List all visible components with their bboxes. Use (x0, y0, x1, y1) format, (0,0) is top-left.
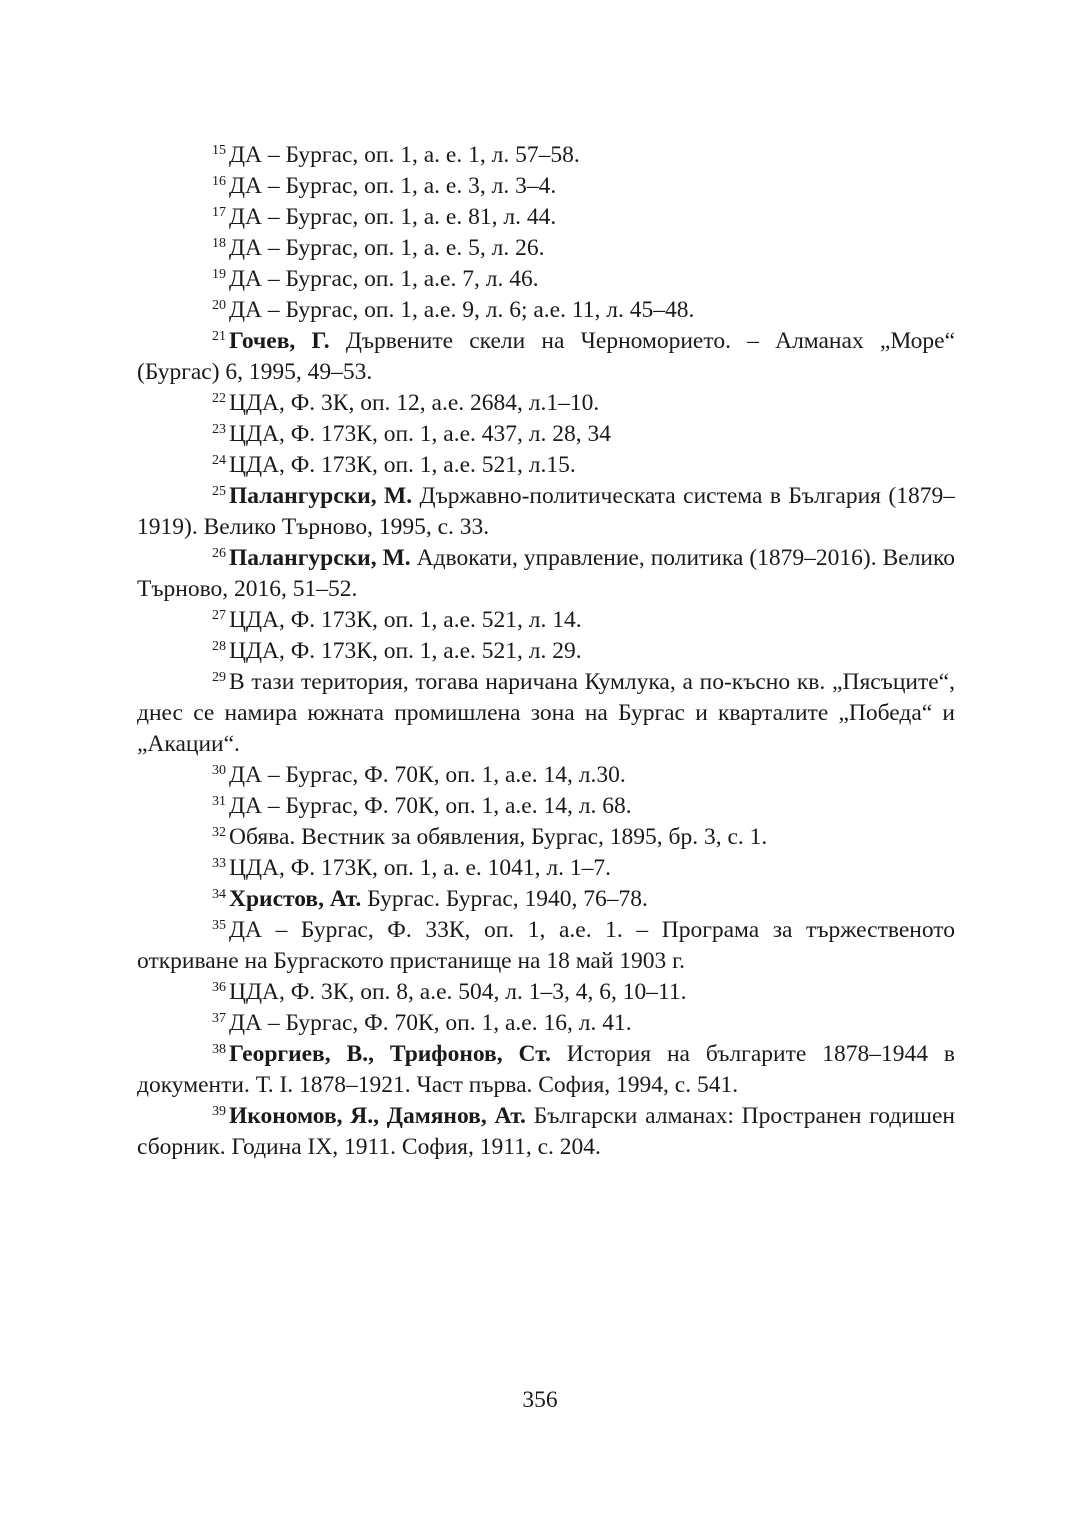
footnote-text: ЦДА, Ф. 3К, оп. 12, а.е. 2684, л.1–10. (229, 390, 600, 416)
footnote-30 (137, 760, 955, 791)
footnote-text: ДА – Бургас, Ф. 70К, оп. 1, а.е. 16, л. 41. (229, 1010, 632, 1036)
footnote-text: ДА – Бургас, оп. 1, а. е. 81, л. 44. (229, 204, 557, 230)
footnote-text: Държавно-политическата система в България (1879–1919). Велико Търново, 1995, с. 33. (137, 483, 955, 540)
footnote-number: 25 (212, 484, 226, 499)
footnote-16 (137, 171, 955, 202)
footnote-text: ДА – Бургас, Ф. 33К, оп. 1, а.е. 1. – Програма за тържественото откриване на Бургаското пристанище на 18 май 1903 г. (137, 917, 955, 974)
footnote-text: Обява. Вестник за обявления, Бургас, 1895, бр. 3, с. 1. (229, 824, 768, 850)
footnote-39 (137, 1101, 955, 1163)
footnote-number: 18 (212, 236, 226, 251)
footnote-number: 33 (212, 856, 226, 871)
page-number: 356 (522, 1387, 558, 1413)
footnote-15 (137, 140, 955, 171)
footnote-34 (137, 884, 955, 915)
footnote-number: 38 (212, 1042, 226, 1057)
footnote-text: В тази територия, тогава наричана Кумлука, а по-късно кв. „Пясъците“, днес се намира южната промишлена зона на Бургас и кварталите „Победа“ и „Акации“. (137, 669, 955, 757)
footnote-36 (137, 977, 955, 1008)
footnote-text: ДА – Бургас, оп. 1, а.е. 9, л. 6; а.е. 11, л. 45–48. (229, 297, 695, 323)
footnote-number: 20 (212, 298, 226, 313)
footnote-text: Български алманах: Пространен годишен сборник. Година IX, 1911. София, 1911, с. 204. (137, 1103, 956, 1160)
footnote-text: ЦДА, Ф. 173К, оп. 1, а.е. 521, л. 29. (229, 638, 582, 664)
footnote-22 (137, 388, 955, 419)
footnote-21 (137, 326, 955, 388)
footnote-17 (137, 202, 955, 233)
footnote-author: Георгиев, В., Трифонов, Ст. (229, 1041, 551, 1067)
footnote-text: ДА – Бургас, Ф. 70К, оп. 1, а.е. 14, л.30. (229, 762, 626, 788)
footnote-number: 26 (212, 546, 226, 561)
footnote-number: 23 (212, 422, 226, 437)
footnote-text: ДА – Бургас, оп. 1, а. е. 5, л. 26. (229, 235, 545, 261)
footnote-19 (137, 264, 955, 295)
footnote-author: Палангурски, М. (229, 483, 413, 509)
footnote-18 (137, 233, 955, 264)
footnote-23 (137, 419, 955, 450)
footnote-text: ЦДА, Ф. 173К, оп. 1, а.е. 521, л. 14. (229, 607, 582, 633)
footnote-number: 39 (212, 1104, 226, 1119)
footnote-number: 15 (212, 143, 226, 158)
footnote-text: ДА – Бургас, оп. 1, а.е. 7, л. 46. (229, 266, 539, 292)
footnote-text: Дървените скели на Черноморието. – Алманах „Море“ (Бургас) 6, 1995, 49–53. (137, 328, 955, 385)
footnote-number: 32 (212, 825, 226, 840)
footnote-24 (137, 450, 955, 481)
footnote-number: 24 (212, 453, 226, 468)
footnote-32 (137, 822, 955, 853)
footnote-number: 28 (212, 639, 226, 654)
footnote-text: ДА – Бургас, оп. 1, а. е. 3, л. 3–4. (229, 173, 557, 199)
footnote-text: Адвокати, управление, политика (1879–2016). Велико Търново, 2016, 51–52. (137, 545, 955, 602)
footnote-31 (137, 791, 955, 822)
footnote-author: Гочев, Г. (229, 328, 330, 354)
footnote-text: История на българите 1878–1944 в документи. Т. I. 1878–1921. Част първа. София, 1994, с. 541. (137, 1041, 955, 1098)
footnote-26 (137, 543, 955, 605)
footnote-number: 27 (212, 608, 226, 623)
footnote-37 (137, 1008, 955, 1039)
footnote-33 (137, 853, 955, 884)
footnote-29 (137, 667, 955, 760)
footnotes-list (137, 140, 955, 1163)
footnote-28 (137, 636, 955, 667)
footnote-text: ЦДА, Ф. 173К, оп. 1, а. е. 1041, л. 1–7. (229, 855, 612, 881)
footnote-number: 35 (212, 918, 226, 933)
footnote-35 (137, 915, 955, 977)
footnote-text: ДА – Бургас, оп. 1, а. е. 1, л. 57–58. (229, 142, 580, 168)
footnote-27 (137, 605, 955, 636)
footnote-number: 34 (212, 887, 226, 902)
footnote-number: 30 (212, 763, 226, 778)
footnote-number: 22 (212, 391, 226, 406)
footnote-20 (137, 295, 955, 326)
footnote-text: ДА – Бургас, Ф. 70К, оп. 1, а.е. 14, л. 68. (229, 793, 632, 819)
footnote-text: ЦДА, Ф. 173К, оп. 1, а.е. 521, л.15. (229, 452, 576, 478)
footnote-text: Бургас. Бургас, 1940, 76–78. (367, 886, 648, 912)
footnote-number: 21 (212, 329, 226, 344)
footnote-number: 31 (212, 794, 226, 809)
footnote-number: 29 (212, 670, 226, 685)
footnote-text: ЦДА, Ф. 173К, оп. 1, а.е. 437, л. 28, 34 (229, 421, 612, 447)
footnote-author: Икономов, Я., Дамянов, Ат. (229, 1103, 526, 1129)
footnote-text: ЦДА, Ф. 3К, оп. 8, а.е. 504, л. 1–3, 4, 6, 10–11. (229, 979, 687, 1005)
footnote-number: 16 (212, 174, 226, 189)
footnote-number: 37 (212, 1011, 226, 1026)
footnote-number: 17 (212, 205, 226, 220)
footnote-author: Христов, Ат. (229, 886, 362, 912)
footnote-number: 19 (212, 267, 226, 282)
footnote-number: 36 (212, 980, 226, 995)
footnote-38 (137, 1039, 955, 1101)
footnote-25 (137, 481, 955, 543)
footnote-author: Палангурски, М. (229, 545, 411, 571)
